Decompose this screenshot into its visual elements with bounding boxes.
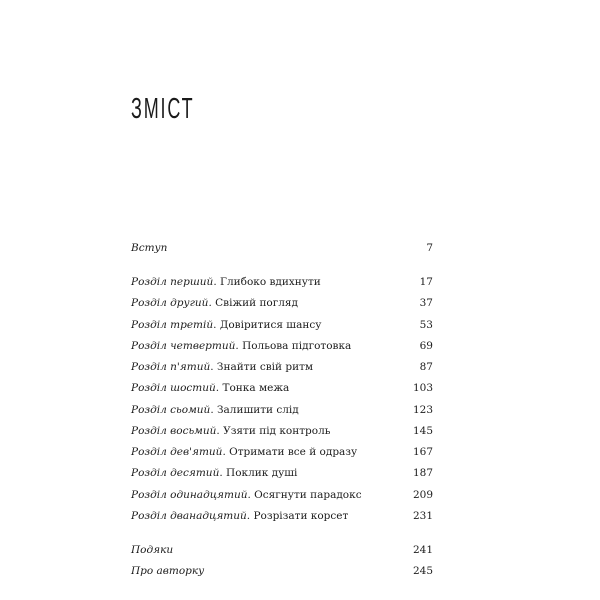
toc-entry-page: 17 [419,276,433,288]
toc-entry-label: Про авторку [131,565,205,577]
toc-entry-label: Розділ дев'ятий [131,446,223,458]
toc-entry-title: Залишити слід [217,404,299,416]
toc-entry-label: Розділ восьмий [131,425,217,437]
toc-entry-page: 167 [412,446,433,458]
toc-entry-chapter-5[interactable]: Розділ п'ятий. Знайти свій ритм 87 [131,358,433,376]
toc-entry-page: 241 [412,544,433,556]
toc-entry-page: 7 [426,242,433,254]
toc-entry-title: Розрізати корсет [253,510,349,522]
toc-entry-label: Вступ [131,242,168,254]
toc-entry-label: Розділ шостий [131,382,216,394]
toc-entry-chapter-2[interactable]: Розділ другий. Свіжий погляд 37 [131,294,433,312]
toc-entry-label: Розділ перший [131,276,214,288]
toc-entry-page: 69 [419,340,433,352]
toc-entry-page: 87 [419,361,433,373]
toc-entry-chapter-9[interactable]: Розділ дев'ятий. Отримати все й одразу 167 [131,443,433,461]
toc-entry-page: 187 [412,467,433,479]
toc-entry-title: Польова підготовка [242,340,352,352]
toc-entry-title: Узяти під контроль [223,425,331,437]
toc-entry-about-author[interactable] [131,562,433,580]
toc-entry-acknowledgements[interactable] [131,541,433,559]
toc-entry-page: 245 [412,565,433,577]
toc-entry-page: 103 [412,382,433,394]
toc-entry-chapter-7[interactable]: Розділ сьомий. Залишити слід 123 [131,401,433,419]
toc-entry-page: 37 [419,297,433,309]
toc-entry-title: Довіритися шансу [219,319,322,331]
toc-entry-label: Розділ одинадцятий [131,489,248,501]
toc-entry-page: 123 [412,404,433,416]
toc-entry-title: Осягнути парадокс [254,489,362,501]
toc-entry-page: 231 [412,510,433,522]
toc-entry-label: Розділ четвертий [131,340,236,352]
toc-entry-page: 53 [419,319,433,331]
toc-entry-chapter-11[interactable]: Розділ одинадцятий. Осягнути парадокс 209 [131,486,433,504]
toc-entry-title: Свіжий погляд [215,297,299,309]
toc-entry-chapter-12[interactable]: Розділ дванадцятий. Розрізати корсет 231 [131,507,433,525]
toc-entry-title: Знайти свій ритм [216,361,314,373]
toc-entry-label: Розділ сьомий [131,404,211,416]
toc-entry-chapter-6[interactable]: Розділ шостий. Тонка межа 103 [131,379,433,397]
toc-entry-title: Тонка межа [222,382,290,394]
toc-entry-label: Подяки [131,544,174,556]
toc-entry-chapter-8[interactable]: Розділ восьмий. Узяти під контроль 145 [131,422,433,440]
toc-entry-chapter-1[interactable]: Розділ перший. Глибоко вдихнути 17 [131,273,433,291]
toc-entry-label: Розділ другий [131,297,209,309]
toc-entry-label: Розділ третій [131,319,214,331]
table-of-contents [131,0,433,600]
toc-entry-chapter-10[interactable]: Розділ десятий. Поклик душі 187 [131,464,433,482]
toc-entry-intro[interactable] [131,239,433,257]
toc-entry-page: 145 [412,425,433,437]
page-title: ЗМІСТ [131,93,195,125]
toc-entry-label: Розділ дванадцятий [131,510,247,522]
toc-entry-title: Отримати все й одразу [229,446,358,458]
toc-entry-chapter-4[interactable]: Розділ четвертий. Польова підготовка 69 [131,337,433,355]
toc-entry-chapter-3[interactable]: Розділ третій. Довіритися шансу 53 [131,316,433,334]
toc-entry-label: Розділ десятий [131,467,220,479]
toc-entry-title: Глибоко вдихнути [220,276,321,288]
toc-entry-title: Поклик душі [226,467,298,479]
toc-entry-page: 209 [412,489,433,501]
toc-entry-label: Розділ п'ятий [131,361,211,373]
